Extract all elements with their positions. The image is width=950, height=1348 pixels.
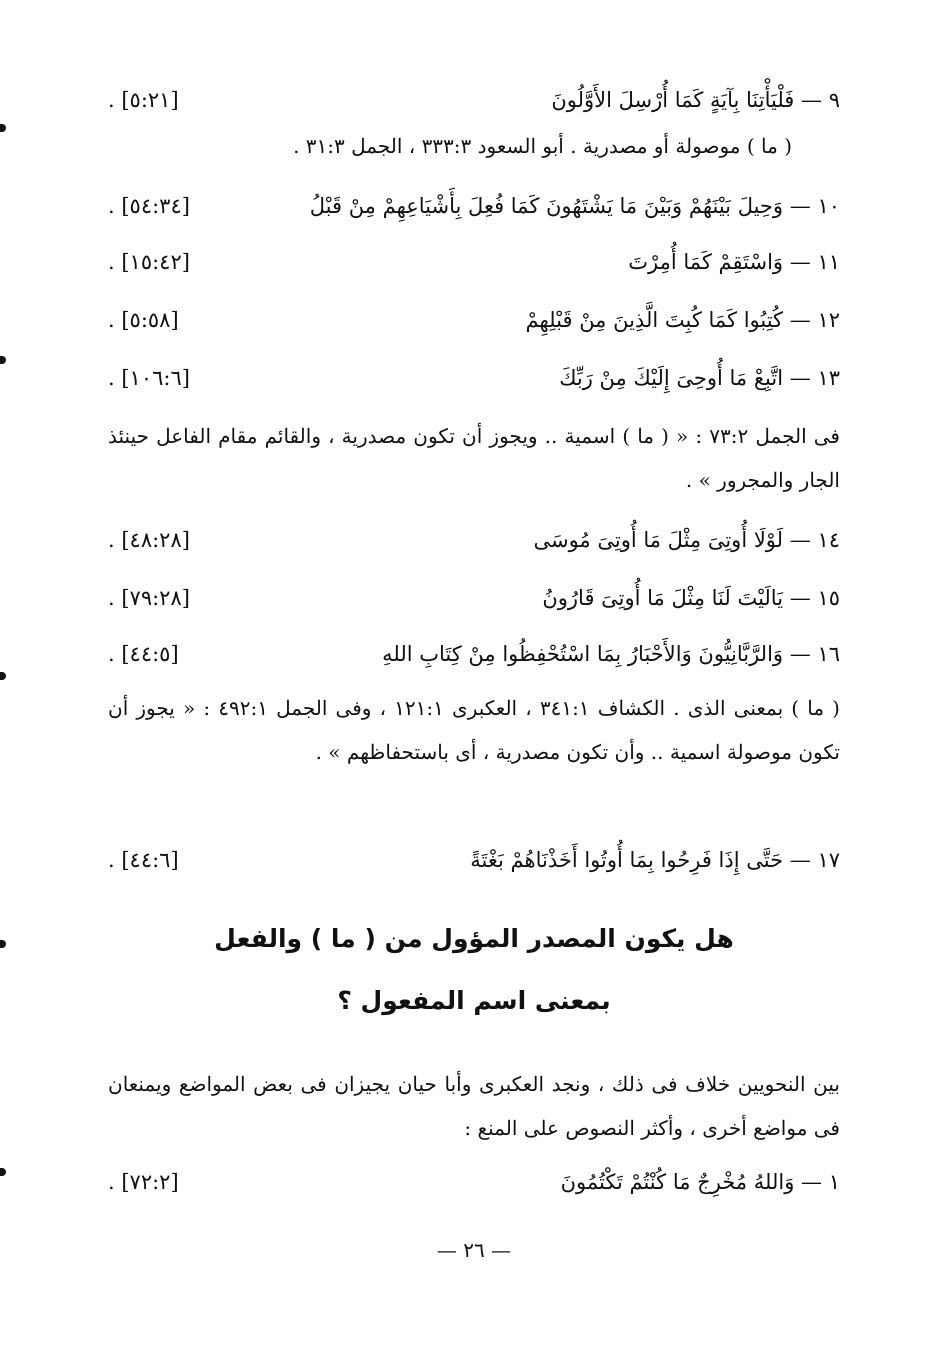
verse-dash: — <box>801 88 823 112</box>
verse-quote: وَاللهُ مُخْرِجٌ مَا كُنْتُمْ تَكْتُمُونَ <box>560 1170 795 1194</box>
verse-text <box>382 632 840 676</box>
verse-dash: — <box>789 194 811 218</box>
verse-quote: وَالرَّبَّانِيُّونَ وَالأَحْبَارُ بِمَا اسْتُحْفِظُوا مِنْ كِتَابِ اللهِ <box>382 642 784 666</box>
page-number: — ٢٦ — <box>436 1238 512 1262</box>
verse-number: ١ <box>828 1170 840 1194</box>
verse-number: ١٢ <box>817 308 840 332</box>
verse-line-11 <box>108 240 840 284</box>
verse-quote: اتَّبِعْ مَا أُوحِىَ إِلَيْكَ مِنْ رَبِّكَ <box>559 366 784 390</box>
margin-mark <box>0 356 6 364</box>
margin-mark <box>0 124 6 132</box>
verse-number: ١٣ <box>817 366 840 390</box>
verse-number: ٩ <box>828 88 840 112</box>
verse-line-13 <box>108 356 840 400</box>
margin-mark <box>0 672 6 680</box>
verse-dash: — <box>789 586 811 610</box>
verse-dash: — <box>789 528 811 552</box>
verse-reference: [٤٤:٥] . <box>108 642 179 666</box>
verse-quote: فَلْيَأْتِنَا بِآيَةٍ كَمَا أُرْسِلَ الأَوَّلُونَ <box>551 88 795 112</box>
note-mawsula: ( ما ) موصولة أو مصدرية . أبو السعود ٣٣٣:٣ ، الجمل ٣١:٣ . <box>293 134 792 158</box>
verse-number: ١٧ <box>817 848 840 872</box>
verse-reference: [٥٤:٣٤] . <box>108 194 190 218</box>
section-heading-line-1: هل يكون المصدر المؤول من ( ما ) والفعل <box>214 924 734 953</box>
verse-number: ١١ <box>817 250 840 274</box>
verse-line-14 <box>108 518 840 562</box>
verse-quote: كُتِبُوا كَمَا كُبِتَ الَّذِينَ مِنْ قَبْلِهِمْ <box>525 308 784 332</box>
verse-quote: حَتَّى إِذَا فَرِحُوا بِمَا أُوتُوا أَخَذْنَاهُمْ بَغْتَةً <box>470 848 784 872</box>
verse-text <box>310 184 840 228</box>
verse-number: ١٠ <box>817 194 840 218</box>
verse-reference: [٤٨:٢٨] . <box>108 528 190 552</box>
verse-dash: — <box>789 308 811 332</box>
verse-line-last <box>108 1160 840 1204</box>
verse-text <box>533 518 840 562</box>
margin-mark <box>0 940 6 948</box>
verse-line-10 <box>108 184 840 228</box>
verse-quote: يَالَيْتَ لَنَا مِثْلَ مَا أُوتِىَ قَارُونُ <box>542 586 784 610</box>
verse-line-17 <box>108 838 840 882</box>
verse-dash: — <box>801 1170 823 1194</box>
verse-reference: [٥:٢١] . <box>108 88 179 112</box>
section-heading-line-2: بمعنى اسم المفعول ؟ <box>337 986 611 1015</box>
verse-text <box>470 838 840 882</box>
verse-dash: — <box>789 642 811 666</box>
margin-mark <box>0 1168 6 1176</box>
verse-number: ١٦ <box>817 642 840 666</box>
verse-text <box>542 576 840 620</box>
verse-number: ١٤ <box>817 528 840 552</box>
commentary-paragraph-2: ( ما ) بمعنى الذى . الكشاف ٣٤١:١ ، العكبرى ١٢١:١ ، وفى الجمل ٤٩٢:١ : « يجوز أن تكون موصولة اسمية .. وأن تكون مصدرية ، أى باستحفاظهم » . <box>108 696 840 764</box>
verse-text <box>561 1160 840 1204</box>
verse-reference: [٧٩:٢٨] . <box>108 586 190 610</box>
verse-quote: لَوْلَا أُوتِىَ مِثْلَ مَا أُوتِىَ مُوسَى <box>533 528 784 552</box>
verse-line-16 <box>108 632 840 676</box>
verse-line-9 <box>108 78 840 122</box>
commentary-paragraph-3: بين النحويين خلاف فى ذلك ، ونجد العكبرى وأبا حيان يجيزان فى بعض المواضع ويمنعان فى مواضع أخرى ، وأكثر النصوص على المنع : <box>108 1072 840 1140</box>
verse-reference: [٤٤:٦] . <box>108 848 179 872</box>
verse-reference: [١٥:٤٢] . <box>108 250 190 274</box>
verse-reference: [١٠٦:٦] . <box>108 366 190 390</box>
verse-number: ١٥ <box>817 586 840 610</box>
verse-reference: [٥:٥٨] . <box>108 308 179 332</box>
verse-text <box>551 78 840 122</box>
verse-dash: — <box>789 366 811 390</box>
verse-reference: [٧٢:٢] . <box>108 1170 179 1194</box>
verse-quote: وَاسْتَقِمْ كَمَا أُمِرْتَ <box>628 250 784 274</box>
verse-dash: — <box>789 848 811 872</box>
verse-text <box>628 240 840 284</box>
verse-text <box>526 298 840 342</box>
verse-line-12 <box>108 298 840 342</box>
verse-quote: وَحِيلَ بَيْنَهُمْ وَبَيْنَ مَا يَشْتَهُونَ كَمَا فُعِلَ بِأَشْيَاعِهِمْ مِنْ قَبْلُ <box>309 194 784 218</box>
verse-dash: — <box>789 250 811 274</box>
commentary-paragraph-1: فى الجمل ٧٣:٢ : « ( ما ) اسمية .. ويجوز أن تكون مصدرية ، والقائم مقام الفاعل حينئذ الجار والمجرور » . <box>108 424 840 492</box>
verse-text <box>559 356 840 400</box>
verse-line-15 <box>108 576 840 620</box>
